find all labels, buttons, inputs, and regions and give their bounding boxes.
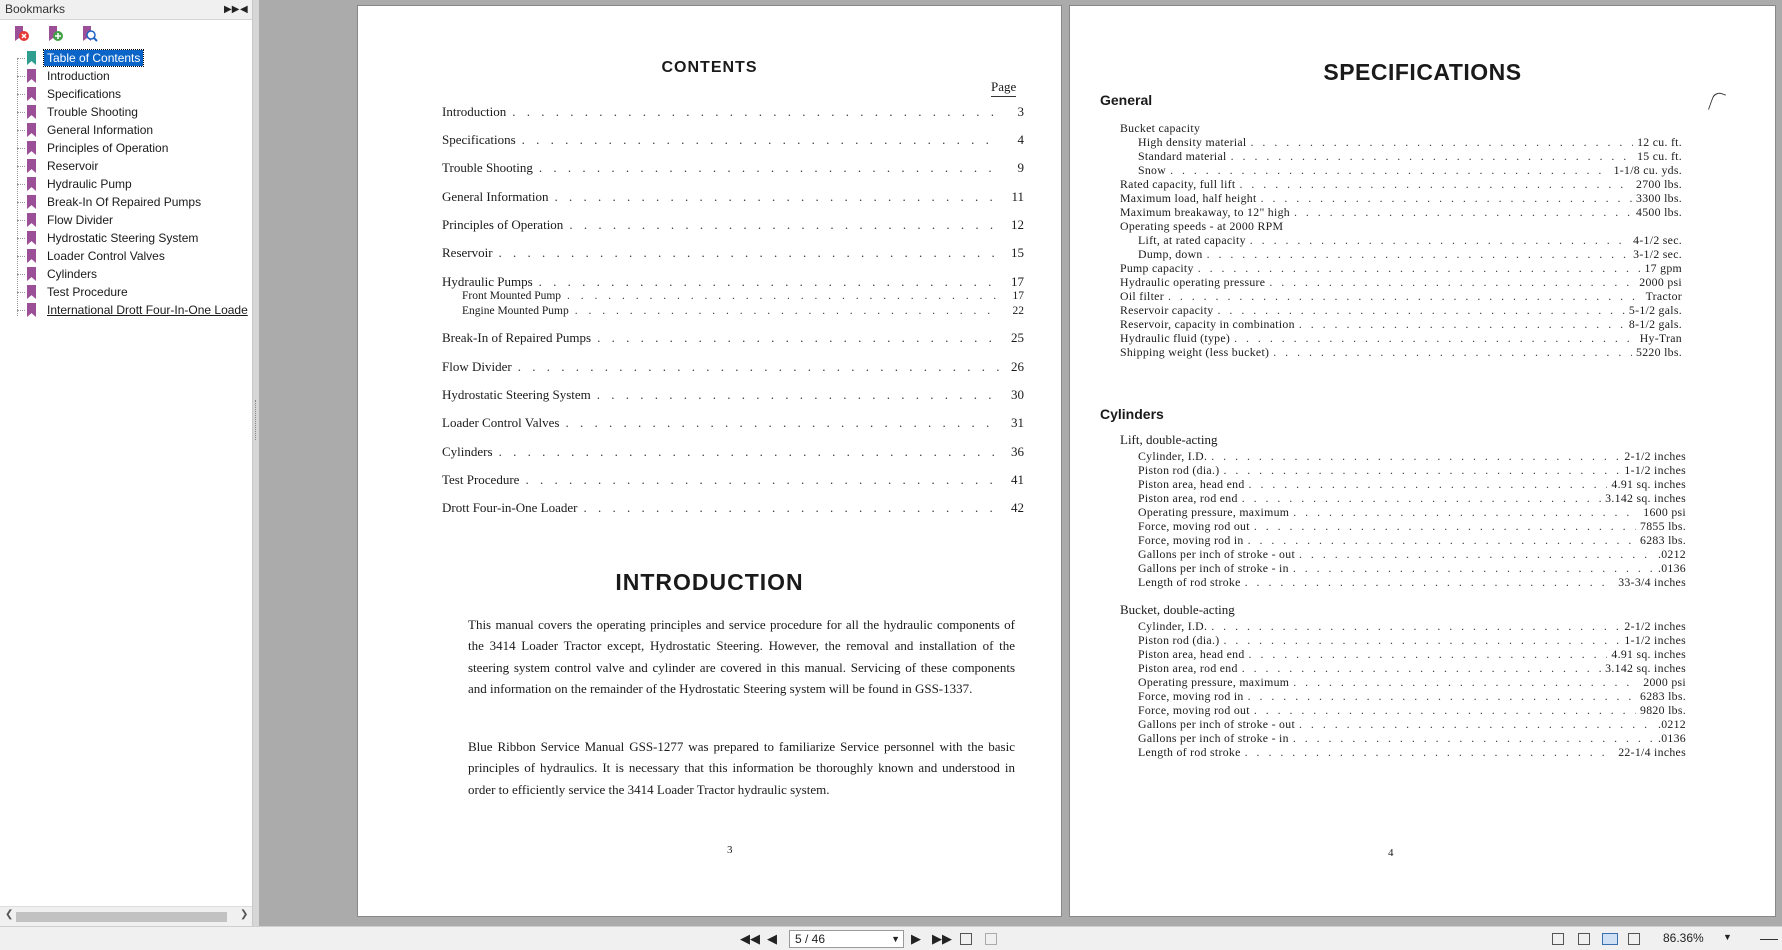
bookmark-label: Introduction bbox=[47, 69, 110, 83]
spec-value: 22-1/4 inches bbox=[1618, 745, 1686, 759]
scrollbar-thumb[interactable] bbox=[16, 912, 227, 922]
spec-label: Piston area, head end bbox=[1138, 477, 1245, 491]
toc-label: Break-In of Repaired Pumps bbox=[442, 330, 592, 345]
spec-label: Cylinder, I.D. bbox=[1138, 619, 1208, 633]
toc-page-number: 42 bbox=[1011, 500, 1024, 515]
bookmark-icon bbox=[27, 231, 36, 245]
spec-value: 6283 lbs. bbox=[1640, 689, 1686, 703]
bookmark-label: Principles of Operation bbox=[47, 141, 169, 155]
toc-page-number: 25 bbox=[1011, 330, 1024, 345]
bookmarks-header bbox=[0, 0, 252, 20]
spec-row bbox=[1120, 289, 1682, 304]
lift-heading: Lift, double-acting bbox=[1120, 432, 1218, 447]
spec-row bbox=[1138, 561, 1686, 576]
bookmark-label: Trouble Shooting bbox=[47, 105, 138, 119]
toc-label: Test Procedure bbox=[442, 472, 520, 487]
scroll-right-icon[interactable]: ❯ bbox=[240, 909, 249, 920]
spec-value: 2000 psi bbox=[1643, 675, 1686, 689]
toc-label: Hydraulic Pumps bbox=[442, 274, 533, 289]
intro-paragraph: Blue Ribbon Service Manual GSS-1277 was prepared to familiarize Service personnel with the basic principles of hydraulics. It is necessary that this information be thoroughly known and understood in order to efficiently service the 3414 Loader Tractor hydraulic system. bbox=[468, 739, 1015, 797]
spec-value: 33-3/4 inches bbox=[1618, 575, 1686, 589]
spec-label: Bucket capacity bbox=[1120, 121, 1201, 135]
spec-label: Operating pressure, maximum bbox=[1138, 675, 1290, 689]
spec-label: Lift, at rated capacity bbox=[1138, 233, 1246, 247]
toc-entry[interactable] bbox=[442, 415, 1024, 431]
spec-label: Maximum load, half height bbox=[1120, 191, 1257, 205]
bookmark-item[interactable] bbox=[17, 103, 141, 121]
spec-label: Length of rod stroke bbox=[1138, 575, 1241, 589]
bookmark-icon bbox=[27, 105, 36, 119]
toc-page-number: 4 bbox=[1017, 132, 1024, 147]
bucket-heading: Bucket, double-acting bbox=[1120, 602, 1235, 617]
spec-row bbox=[1138, 533, 1686, 548]
single-page-icon[interactable] bbox=[1552, 933, 1564, 945]
toc-page-number: 30 bbox=[1011, 387, 1024, 402]
toc-subentry[interactable] bbox=[462, 305, 1024, 317]
spec-label: Reservoir capacity bbox=[1120, 303, 1214, 317]
toc-label: General Information bbox=[442, 189, 549, 204]
toc-entry[interactable] bbox=[442, 104, 1024, 120]
facing-pages-icon[interactable] bbox=[1602, 933, 1618, 945]
spec-label: Piston rod (dia.) bbox=[1138, 463, 1220, 477]
toc-label: Drott Four-in-One Loader bbox=[442, 500, 578, 515]
page-column-header: Page bbox=[991, 79, 1016, 97]
bookmark-item[interactable] bbox=[17, 265, 100, 283]
spec-row bbox=[1138, 675, 1686, 690]
bookmarks-toolbar bbox=[0, 20, 252, 46]
document-page-3 bbox=[357, 5, 1062, 917]
bookmark-item[interactable] bbox=[17, 175, 135, 193]
spec-value: .0136 bbox=[1657, 731, 1686, 745]
spec-value: 1-1/2 inches bbox=[1624, 633, 1686, 647]
bookmarks-hscrollbar[interactable] bbox=[0, 906, 252, 926]
spec-row bbox=[1120, 177, 1682, 192]
spec-label: Hydraulic fluid (type) bbox=[1120, 331, 1231, 345]
toc-page-number: 9 bbox=[1017, 160, 1024, 175]
bookmark-item[interactable] bbox=[17, 211, 116, 229]
spec-row bbox=[1138, 477, 1686, 492]
spec-row bbox=[1138, 575, 1686, 590]
spec-row bbox=[1138, 745, 1686, 760]
spec-label: Piston area, rod end bbox=[1138, 661, 1238, 675]
spec-value: 3.142 sq. inches bbox=[1605, 491, 1686, 505]
spec-value: 4-1/2 sec. bbox=[1633, 233, 1682, 247]
spec-label: Gallons per inch of stroke - out bbox=[1138, 547, 1296, 561]
first-page-icon[interactable]: ◀◀ bbox=[740, 931, 760, 946]
spec-label: Shipping weight (less bucket) bbox=[1120, 345, 1270, 359]
spec-value: .0212 bbox=[1657, 547, 1686, 561]
spec-row bbox=[1138, 689, 1686, 704]
bookmark-item[interactable] bbox=[17, 247, 168, 265]
spec-label: Force, moving rod out bbox=[1138, 519, 1250, 533]
spec-value: 4500 lbs. bbox=[1636, 205, 1682, 219]
bookmark-icon bbox=[27, 267, 36, 281]
expand-panel-icon[interactable]: ▶▶ bbox=[224, 4, 240, 15]
toc-page-number: 26 bbox=[1011, 359, 1024, 374]
spec-row bbox=[1138, 449, 1686, 464]
toc-page-number: 15 bbox=[1011, 245, 1024, 260]
document-page-4 bbox=[1069, 5, 1776, 917]
spec-value: 3300 lbs. bbox=[1636, 191, 1682, 205]
spec-value: Hy-Tran bbox=[1639, 331, 1682, 345]
scroll-left-icon[interactable]: ❮ bbox=[5, 909, 14, 920]
bookmark-item[interactable] bbox=[17, 157, 101, 175]
spec-row bbox=[1138, 149, 1682, 164]
bookmark-icon bbox=[27, 213, 36, 227]
bookmark-icon bbox=[27, 51, 36, 65]
spec-value: 1-1/2 inches bbox=[1624, 463, 1686, 477]
spec-value: 8-1/2 gals. bbox=[1628, 317, 1682, 331]
spec-label: Hydraulic operating pressure bbox=[1120, 275, 1266, 289]
toc-label: Engine Mounted Pump bbox=[462, 305, 569, 317]
introduction-title: INTRODUCTION bbox=[615, 569, 804, 595]
bookmarks-panel bbox=[0, 0, 253, 926]
spec-value: 5220 lbs. bbox=[1636, 345, 1682, 359]
toc-entry[interactable] bbox=[442, 500, 1024, 516]
add-bookmark-icon[interactable] bbox=[46, 25, 64, 43]
go-forward-view-icon[interactable] bbox=[985, 933, 997, 945]
page-dropdown-icon[interactable]: ▼ bbox=[891, 934, 900, 944]
page-number-input[interactable] bbox=[789, 930, 904, 948]
toc-label: Loader Control Valves bbox=[442, 415, 560, 430]
toc-entry[interactable] bbox=[442, 330, 1024, 346]
toc-label: Principles of Operation bbox=[442, 217, 564, 232]
spec-row bbox=[1138, 247, 1682, 262]
toc-entry[interactable] bbox=[442, 444, 1024, 460]
spec-label: Snow bbox=[1138, 163, 1167, 177]
bookmark-icon bbox=[27, 303, 36, 317]
spec-label: Force, moving rod in bbox=[1138, 689, 1244, 703]
spec-value: 4.91 sq. inches bbox=[1611, 477, 1686, 491]
bookmark-item[interactable] bbox=[17, 49, 143, 67]
spec-row bbox=[1138, 491, 1686, 506]
spec-row bbox=[1120, 219, 1682, 234]
spec-label: Gallons per inch of stroke - out bbox=[1138, 717, 1296, 731]
spec-row bbox=[1138, 619, 1686, 634]
spec-label: Force, moving rod out bbox=[1138, 703, 1250, 717]
toc-label: Front Mounted Pump bbox=[462, 290, 562, 302]
spec-row bbox=[1138, 463, 1686, 478]
bookmark-label: International Drott Four-In-One Loade bbox=[47, 303, 248, 317]
spec-row bbox=[1120, 191, 1682, 206]
bookmark-icon bbox=[27, 69, 36, 83]
continuous-facing-icon[interactable] bbox=[1628, 933, 1640, 945]
spec-label: Operating speeds - at 2000 RPM bbox=[1120, 219, 1284, 233]
spec-value: 2-1/2 inches bbox=[1624, 619, 1686, 633]
previous-page-icon[interactable]: ◀ bbox=[767, 931, 777, 946]
intro-paragraph: This manual covers the operating principles and service procedure for all the hydraulic components of the 3414 Loader Tractor except, Hydrostatic Steering. However, the removal and installation of the steering system control valve and cylinder are covered in this manual. Servicing of these components and information on the remainder of the Hydrostatic Steering system will be found in GSS-1337. bbox=[468, 617, 1015, 697]
spec-value: .0136 bbox=[1657, 561, 1686, 575]
toc-entry[interactable] bbox=[442, 217, 1024, 233]
spec-row bbox=[1138, 731, 1686, 746]
toc-entry[interactable] bbox=[442, 359, 1024, 375]
spec-label: Pump capacity bbox=[1120, 261, 1194, 275]
toc-label: Trouble Shooting bbox=[442, 160, 533, 175]
toc-entry[interactable] bbox=[442, 160, 1024, 176]
bookmark-icon bbox=[27, 195, 36, 209]
toc-label: Reservoir bbox=[442, 245, 493, 260]
zoom-dropdown-icon[interactable]: ▼ bbox=[1723, 932, 1732, 942]
zoom-level[interactable]: 86.36% bbox=[1663, 931, 1704, 945]
toc-label: Hydrostatic Steering System bbox=[442, 387, 591, 402]
page-folio: 3 bbox=[727, 844, 733, 856]
spec-row bbox=[1138, 717, 1686, 732]
spec-value: 1600 psi bbox=[1643, 505, 1686, 519]
specifications-title: SPECIFICATIONS bbox=[1323, 59, 1522, 85]
spec-value: 4.91 sq. inches bbox=[1611, 647, 1686, 661]
delete-bookmark-icon[interactable] bbox=[12, 25, 30, 43]
bookmark-label: Test Procedure bbox=[47, 285, 128, 299]
bookmark-icon bbox=[27, 159, 36, 173]
spec-value: 9820 lbs. bbox=[1640, 703, 1686, 717]
bookmark-icon bbox=[27, 123, 36, 137]
spec-label: Rated capacity, full lift bbox=[1120, 177, 1236, 191]
spec-label: Maximum breakaway, to 12" high bbox=[1120, 205, 1290, 219]
toc-page-number: 41 bbox=[1011, 472, 1024, 487]
contents-title: CONTENTS bbox=[661, 59, 758, 76]
bookmark-icon bbox=[27, 285, 36, 299]
splitter-grip[interactable] bbox=[255, 400, 257, 440]
general-heading: General bbox=[1100, 92, 1153, 108]
bookmark-item[interactable] bbox=[17, 67, 113, 85]
toc-page-number: 22 bbox=[1012, 305, 1024, 317]
spec-value: Tractor bbox=[1645, 289, 1682, 303]
spec-label: Piston rod (dia.) bbox=[1138, 633, 1220, 647]
toc-page-number: 17 bbox=[1012, 290, 1024, 302]
toc-label: Introduction bbox=[442, 104, 507, 119]
bookmarks-tree bbox=[0, 46, 252, 906]
spec-row bbox=[1138, 547, 1686, 562]
spec-value: 5-1/2 gals. bbox=[1628, 303, 1682, 317]
spec-row bbox=[1120, 275, 1682, 290]
spec-label: Force, moving rod in bbox=[1138, 533, 1244, 547]
spec-label: Oil filter bbox=[1120, 289, 1164, 303]
spec-value: 2700 lbs. bbox=[1636, 177, 1682, 191]
toc-entry[interactable] bbox=[442, 472, 1024, 488]
spec-row bbox=[1138, 647, 1686, 662]
spec-row bbox=[1120, 303, 1682, 318]
toc-page-number: 36 bbox=[1011, 444, 1024, 459]
toc-page-number: 3 bbox=[1017, 104, 1024, 119]
next-page-icon[interactable]: ▶ bbox=[911, 931, 921, 946]
spec-row bbox=[1138, 703, 1686, 718]
toc-entry[interactable] bbox=[442, 132, 1024, 148]
spec-row bbox=[1120, 205, 1682, 220]
bookmark-icon bbox=[27, 249, 36, 263]
spec-row bbox=[1120, 261, 1682, 276]
spec-row bbox=[1120, 345, 1682, 360]
bookmark-item[interactable] bbox=[17, 139, 171, 157]
toc-subentry[interactable] bbox=[462, 290, 1024, 302]
spec-value: 3-1/2 sec. bbox=[1633, 247, 1682, 261]
spec-row bbox=[1138, 505, 1686, 520]
spec-row bbox=[1138, 633, 1686, 648]
bookmark-label: Loader Control Valves bbox=[47, 249, 165, 263]
toc-label: Flow Divider bbox=[442, 359, 512, 374]
bookmark-label: Flow Divider bbox=[47, 213, 114, 227]
bookmark-label: Cylinders bbox=[47, 267, 98, 281]
spec-label: Gallons per inch of stroke - in bbox=[1138, 731, 1289, 745]
spec-label: Standard material bbox=[1138, 149, 1227, 163]
navigation-toolbar bbox=[0, 926, 1782, 950]
spec-value: 2-1/2 inches bbox=[1624, 449, 1686, 463]
spec-row bbox=[1138, 233, 1682, 248]
bookmark-label: Reservoir bbox=[47, 159, 99, 173]
zoom-out-icon[interactable] bbox=[1760, 939, 1778, 940]
spec-value: 6283 lbs. bbox=[1640, 533, 1686, 547]
collapse-panel-icon[interactable]: ◀ bbox=[240, 4, 248, 15]
bookmark-label: Hydrostatic Steering System bbox=[47, 231, 199, 245]
spec-value: 3.142 sq. inches bbox=[1605, 661, 1686, 675]
spec-value: 15 cu. ft. bbox=[1637, 149, 1682, 163]
spec-value: 1-1/8 cu. yds. bbox=[1613, 163, 1682, 177]
toc-page-number: 12 bbox=[1011, 217, 1024, 232]
spec-label: Cylinder, I.D. bbox=[1138, 449, 1208, 463]
bookmark-item[interactable] bbox=[17, 283, 131, 301]
toc-page-number: 17 bbox=[1011, 274, 1024, 289]
bookmark-item[interactable] bbox=[17, 193, 204, 211]
spec-row bbox=[1120, 331, 1682, 346]
bookmarks-title: Bookmarks bbox=[5, 2, 66, 16]
toc-label: Cylinders bbox=[442, 444, 493, 459]
cylinders-heading: Cylinders bbox=[1100, 406, 1164, 422]
go-back-view-icon[interactable] bbox=[960, 933, 972, 945]
spec-row bbox=[1120, 317, 1682, 332]
panel-splitter[interactable] bbox=[253, 0, 259, 926]
spec-row bbox=[1138, 661, 1686, 676]
toc-entry[interactable] bbox=[442, 189, 1024, 205]
page-indicator: 5 / 46 bbox=[795, 932, 826, 946]
bookmark-item[interactable] bbox=[17, 85, 124, 103]
bookmark-icon bbox=[27, 177, 36, 191]
bookmark-item[interactable] bbox=[17, 301, 251, 319]
bookmark-label: Break-In Of Repaired Pumps bbox=[47, 195, 202, 209]
spec-label: Reservoir, capacity in combination bbox=[1120, 317, 1295, 331]
spec-row bbox=[1138, 135, 1682, 150]
spec-value: 2000 psi bbox=[1639, 275, 1682, 289]
bookmark-label: Specifications bbox=[47, 87, 122, 101]
spec-label: High density material bbox=[1138, 135, 1247, 149]
bookmark-label: General Information bbox=[47, 123, 154, 137]
toc-page-number: 31 bbox=[1011, 415, 1024, 430]
spec-value: .0212 bbox=[1657, 717, 1686, 731]
bookmark-icon bbox=[27, 141, 36, 155]
spec-value: 7855 lbs. bbox=[1640, 519, 1686, 533]
toc-label: Specifications bbox=[442, 132, 516, 147]
page-mark bbox=[1708, 91, 1726, 114]
spec-label: Length of rod stroke bbox=[1138, 745, 1241, 759]
bookmark-item[interactable] bbox=[17, 229, 201, 247]
spec-value: 12 cu. ft. bbox=[1637, 135, 1682, 149]
spec-value: 17 gpm bbox=[1644, 261, 1682, 275]
toc-page-number: 11 bbox=[1011, 189, 1024, 204]
spec-row bbox=[1120, 121, 1682, 136]
bookmark-label: Hydraulic Pump bbox=[47, 177, 132, 191]
bookmark-label: Table of Contents bbox=[44, 50, 143, 66]
continuous-page-icon[interactable] bbox=[1578, 933, 1590, 945]
spec-label: Piston area, rod end bbox=[1138, 491, 1238, 505]
bookmark-icon bbox=[27, 87, 36, 101]
last-page-icon[interactable]: ▶▶ bbox=[932, 931, 952, 946]
spec-row bbox=[1138, 163, 1682, 178]
spec-row bbox=[1138, 519, 1686, 534]
bookmark-item[interactable] bbox=[17, 121, 156, 139]
find-bookmark-icon[interactable] bbox=[80, 25, 98, 43]
spec-label: Dump, down bbox=[1138, 247, 1203, 261]
page-folio: 4 bbox=[1388, 847, 1394, 859]
toc-entry[interactable] bbox=[442, 387, 1024, 403]
spec-label: Gallons per inch of stroke - in bbox=[1138, 561, 1289, 575]
spec-label: Piston area, head end bbox=[1138, 647, 1245, 661]
toc-entry[interactable] bbox=[442, 245, 1024, 261]
spec-label: Operating pressure, maximum bbox=[1138, 505, 1290, 519]
toc-entry[interactable] bbox=[442, 274, 1024, 290]
